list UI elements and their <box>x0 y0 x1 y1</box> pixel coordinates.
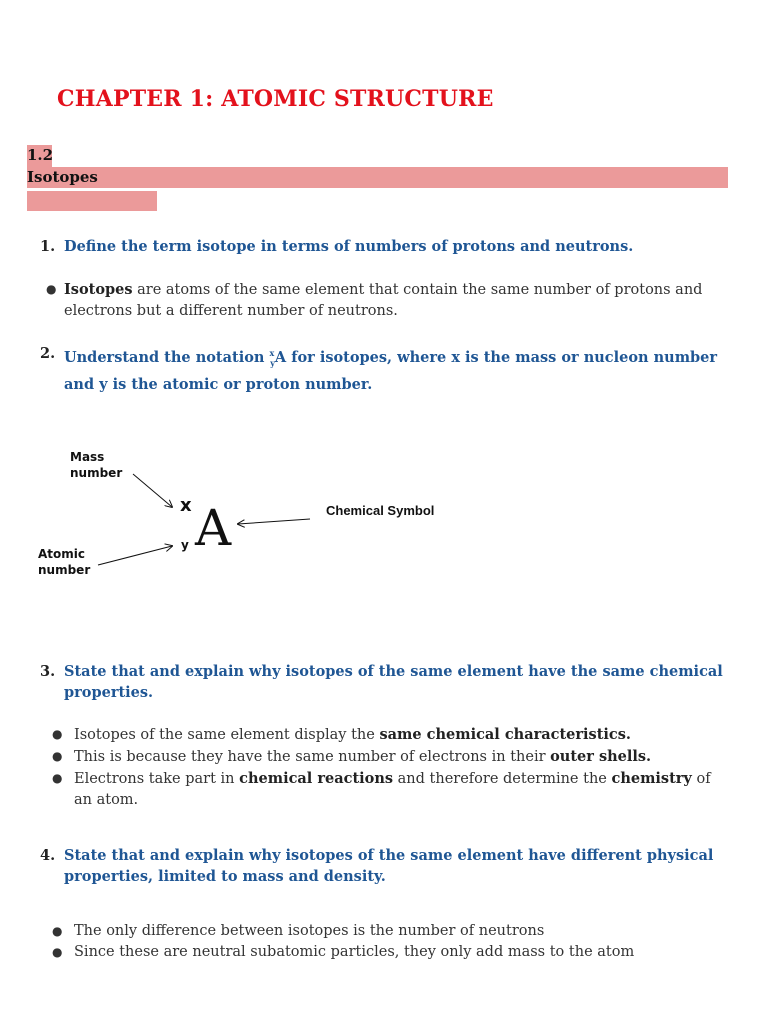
question-number: 4. <box>40 847 56 864</box>
section-highlight-bar <box>27 191 157 211</box>
notation-text-before: Understand the notation <box>64 348 270 366</box>
bullet-icon: ● <box>52 945 63 959</box>
question-text <box>64 343 740 395</box>
symbol-arrow <box>238 519 310 524</box>
section-title: Isotopes <box>27 167 728 188</box>
question-1 <box>40 236 740 257</box>
notation-text-after: for isotopes, where x is the mass or nucleon number and y is the atomic or proton number. <box>64 348 718 393</box>
bullet-icon: ● <box>52 749 63 763</box>
question-text: Define the term isotope in terms of numbers of protons and neutrons. <box>64 238 634 255</box>
q3-bullet-list <box>52 724 712 811</box>
list-item: ● The only difference between isotopes is the number of neutrons <box>52 921 712 942</box>
question-number: 2. <box>40 345 56 362</box>
question-4 <box>40 845 740 887</box>
list-item: ● Since these are neutral subatomic particles, they only add mass to the atom <box>52 942 712 963</box>
chapter-title: CHAPTER 1: ATOMIC STRUCTURE <box>57 86 494 112</box>
bullet-icon: ● <box>52 727 63 741</box>
q4-bullet-list <box>52 921 712 963</box>
q1-bullet-list <box>46 279 716 322</box>
notation-symbol: A <box>274 348 287 366</box>
list-item: ● Electrons take part in chemical reactions and therefore determine the chemistry of an atom. <box>52 770 711 808</box>
notation-sup: x <box>269 348 275 358</box>
question-2 <box>40 343 740 393</box>
question-text: State that and explain why isotopes of the same element have the same chemical properties. <box>64 663 723 701</box>
list-item: ● Isotopes of the same element display the same chemical characteristics. <box>52 726 631 743</box>
diagram-arrows <box>30 440 470 590</box>
list-item: ● This is because they have the same number of electrons in their outer shells. <box>52 748 652 765</box>
definition-text: are atoms of the same element that contain the same number of protons and electrons but a different number of neutrons. <box>64 282 703 319</box>
chemical-symbol-label: Chemical Symbol <box>326 503 435 518</box>
notation-diagram <box>30 440 470 590</box>
atomic-arrow <box>98 546 172 565</box>
section-number: 1.2 <box>27 145 52 167</box>
question-number: 3. <box>40 663 56 680</box>
mass-number-label: Mass number <box>70 450 123 480</box>
bullet-icon: ● <box>52 924 63 938</box>
question-number: 1. <box>40 238 56 255</box>
element-symbol: A <box>195 499 232 557</box>
mass-number-symbol: x <box>180 495 192 516</box>
question-text: State that and explain why isotopes of the same element have different physical properties, limited to mass and density. <box>64 847 714 885</box>
question-3 <box>40 661 740 703</box>
atomic-number-label: Atomic number <box>38 547 91 577</box>
bullet-icon: ● <box>52 771 63 785</box>
mass-arrow <box>133 474 172 507</box>
notation-sub: y <box>270 357 275 368</box>
term-bold: Isotopes <box>64 281 133 298</box>
list-item <box>46 279 716 322</box>
bullet-icon: ● <box>46 282 57 296</box>
atomic-number-symbol: y <box>181 538 189 552</box>
